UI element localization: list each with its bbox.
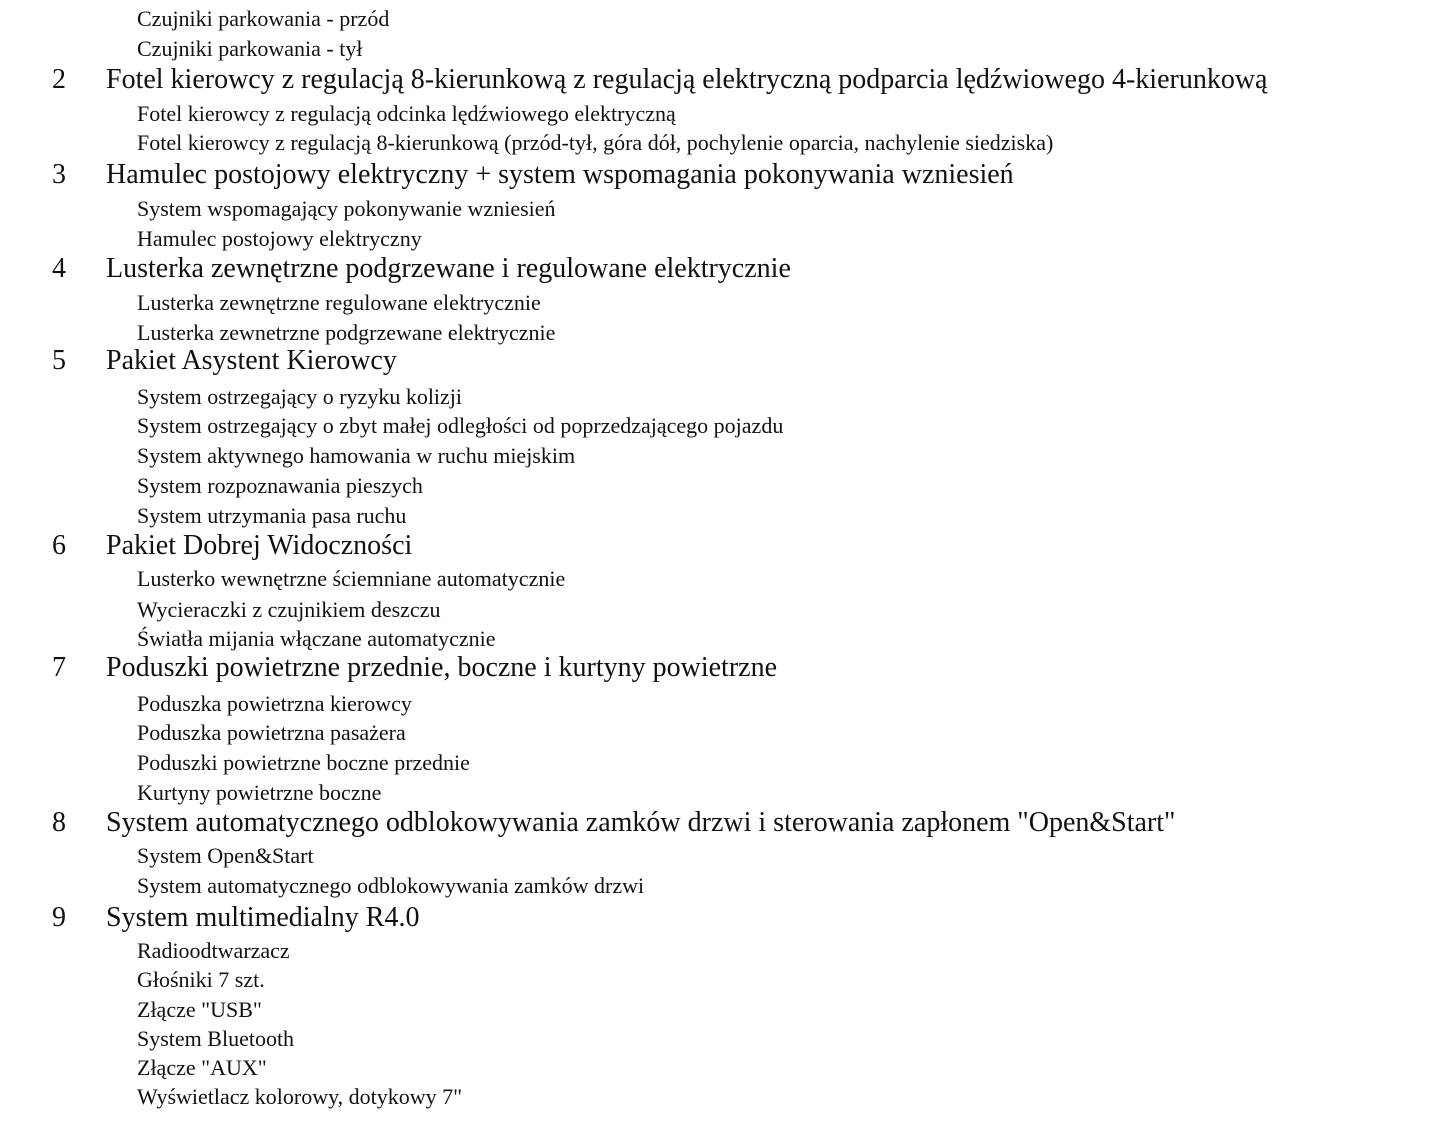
section-item: Fotel kierowcy z regulacją odcinka lędźwiowego elektryczną [137,101,676,126]
section-item: Hamulec postojowy elektryczny [137,226,422,251]
section-item: Fotel kierowcy z regulacją 8-kierunkową (przód-tył, góra dół, pochylenie oparcia, nachylenie siedziska) [137,130,1054,155]
section-item: Lusterko wewnętrzne ściemniane automatycznie [137,566,566,591]
section-item: Poduszka powietrzna kierowcy [137,691,412,716]
section-title: Fotel kierowcy z regulacją 8-kierunkową z regulacją elektryczną podparcia lędźwiowego 4-kierunkową [106,64,1268,95]
section-item: System automatycznego odblokowywania zamków drzwi [137,873,645,898]
section-item: System aktywnego hamowania w ruchu miejskim [137,443,576,468]
section-item: Wycieraczki z czujnikiem deszczu [137,597,441,622]
section-title: System automatycznego odblokowywania zamków drzwi i sterowania zapłonem "Open&Start" [106,807,1176,838]
section-item: Złącze "AUX" [137,1055,267,1080]
section-item: Poduszka powietrzna pasażera [137,720,406,745]
section-number: 2 [52,64,66,95]
section-title: Pakiet Asystent Kierowcy [106,345,397,376]
section-item: Lusterka zewnętrzne regulowane elektrycznie [137,290,541,315]
section-item: Poduszki powietrzne boczne przednie [137,750,470,775]
section-item: System ostrzegający o zbyt małej odległości od poprzedzającego pojazdu [137,413,784,438]
section-item: Głośniki 7 szt. [137,967,265,992]
section-item: Światła mijania włączane automatycznie [137,626,496,651]
intro-item: Czujniki parkowania - tył [137,36,363,61]
intro-item: Czujniki parkowania - przód [137,6,390,31]
section-item: Lusterka zewnetrzne podgrzewane elektrycznie [137,320,556,345]
section-item: Kurtyny powietrzne boczne [137,780,382,805]
section-title: Hamulec postojowy elektryczny + system wspomagania pokonywania wzniesień [106,159,1014,190]
section-number: 3 [52,159,66,190]
section-title: Lusterka zewnętrzne podgrzewane i regulowane elektrycznie [106,253,791,284]
section-item: Radioodtwarzacz [137,938,290,963]
section-item: System Bluetooth [137,1026,295,1051]
section-item: System ostrzegający o ryzyku kolizji [137,384,463,409]
section-number: 7 [52,652,66,683]
section-title: Poduszki powietrzne przednie, boczne i kurtyny powietrzne [106,652,778,683]
section-title: System multimedialny R4.0 [106,902,420,933]
section-number: 5 [52,345,66,376]
section-item: System Open&Start [137,843,314,868]
section-title: Pakiet Dobrej Widoczności [106,530,413,561]
section-item: Złącze "USB" [137,997,262,1022]
section-item: System utrzymania pasa ruchu [137,503,407,528]
section-item: System rozpoznawania pieszych [137,473,423,498]
section-number: 4 [52,253,66,284]
section-number: 6 [52,530,66,561]
section-item: System wspomagający pokonywanie wzniesień [137,196,556,221]
section-number: 8 [52,807,66,838]
section-number: 9 [52,902,66,933]
section-item: Wyświetlacz kolorowy, dotykowy 7" [137,1084,463,1109]
